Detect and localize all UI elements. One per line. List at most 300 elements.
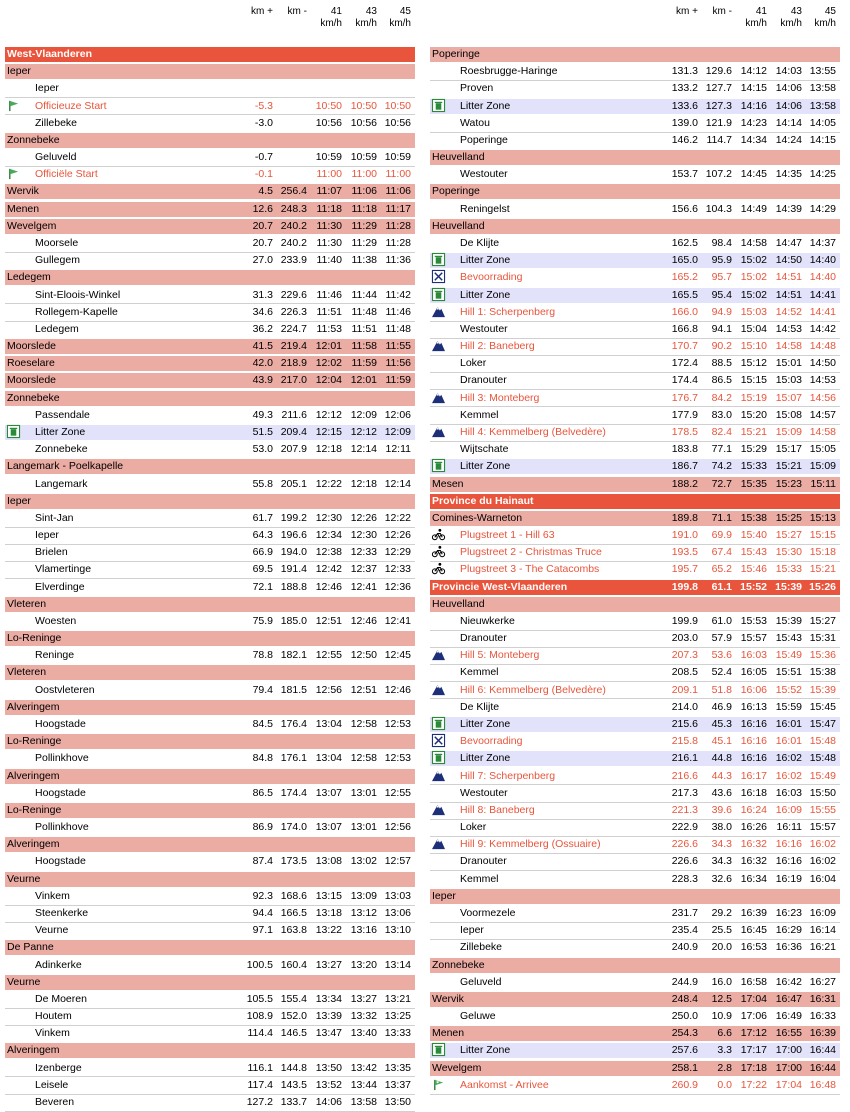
location-name: Zonnebeke <box>7 133 60 146</box>
group-row-zonnebeke <box>5 391 415 406</box>
litter-bin-icon <box>432 99 445 112</box>
km-minus-value: 163.8 <box>280 924 307 937</box>
t43-value: 12:50 <box>350 649 377 662</box>
t43-value: 17:00 <box>775 1061 802 1074</box>
header-km-minus: km - <box>287 6 307 17</box>
km-plus-value: 43.9 <box>252 374 273 387</box>
location-row-kemmel <box>430 408 840 423</box>
location-row-sint-eloois-winkel <box>5 288 415 303</box>
location-row-reningelst <box>430 202 840 217</box>
km-plus-value: 114.4 <box>247 1027 273 1040</box>
km-minus-value: 229.6 <box>280 288 307 301</box>
location-name: Izenberge <box>35 1061 82 1074</box>
t41-value: 12:46 <box>315 580 342 593</box>
location-name: Beveren <box>35 1095 75 1108</box>
t45-value: 15:21 <box>809 563 836 576</box>
km-minus-value: 88.5 <box>711 357 732 370</box>
location-row-hill-1-scherpenberg <box>430 305 840 320</box>
group-row-comines-warneton <box>430 511 840 526</box>
location-name: Wevelgem <box>432 1061 482 1074</box>
location-row-dranouter <box>430 373 840 388</box>
km-plus-value: 66.9 <box>252 546 273 559</box>
location-name: Hill 6: Kemmelberg (Belvedère) <box>460 683 606 696</box>
location-name: Menen <box>7 202 40 215</box>
location-name: Veurne <box>35 924 69 937</box>
t45-value: 16:27 <box>809 975 836 988</box>
t41-value: 11:18 <box>316 202 342 215</box>
t43-value: 14:35 <box>775 168 802 181</box>
location-row-vinkem <box>5 1026 415 1041</box>
location-row-elverdinge <box>5 580 415 595</box>
t41-value: 16:05 <box>740 666 767 679</box>
location-name: Litter Zone <box>460 460 511 473</box>
t43-value: 10:50 <box>350 99 377 112</box>
location-name: Sint-Eloois-Winkel <box>35 288 121 301</box>
t43-value: 15:39 <box>775 614 802 627</box>
km-minus-value: 38.0 <box>711 821 732 834</box>
location-name: Ieper <box>432 889 456 902</box>
t43-value: 15:08 <box>775 408 802 421</box>
t45-value: 13:33 <box>384 1027 411 1040</box>
km-plus-value: 217.3 <box>671 786 698 799</box>
location-row-leisele <box>5 1078 415 1093</box>
km-minus-value: 218.9 <box>280 357 307 370</box>
km-plus-value: 240.9 <box>671 941 698 954</box>
t43-value: 16:47 <box>775 992 802 1005</box>
t43-value: 14:39 <box>775 202 802 215</box>
location-name: Proven <box>460 82 494 95</box>
km-minus-value: 127.7 <box>705 82 732 95</box>
t45-value: 16:31 <box>809 992 836 1005</box>
t41-value: 17:17 <box>740 1044 767 1057</box>
location-row-de-moeren <box>5 992 415 1007</box>
location-name: Plugstreet 3 - The Catacombs <box>460 563 600 576</box>
group-row-menen <box>430 1026 840 1041</box>
hill-icon <box>432 683 445 696</box>
t43-value: 16:36 <box>775 941 802 954</box>
km-minus-value: 174.0 <box>280 821 307 834</box>
t43-value: 11:51 <box>351 322 377 335</box>
location-name: Westouter <box>460 168 508 181</box>
header-43kmh: 43 km/h <box>780 6 802 29</box>
location-row-hoogstade <box>5 717 415 732</box>
t41-value: 15:02 <box>740 271 767 284</box>
t45-value: 15:36 <box>809 649 836 662</box>
t41-value: 16:03 <box>740 649 767 662</box>
km-minus-value: 185.0 <box>280 614 307 627</box>
location-name: Hoogstade <box>35 718 86 731</box>
km-plus-value: 170.7 <box>671 340 698 353</box>
t41-value: 14:34 <box>740 133 767 146</box>
km-plus-value: 131.3 <box>671 65 698 78</box>
km-minus-value: 205.1 <box>280 477 307 490</box>
finish-flag-icon <box>432 1078 445 1091</box>
t43-value: 12:14 <box>350 443 377 456</box>
km-minus-value: 224.7 <box>280 322 307 335</box>
location-row-adinkerke <box>5 958 415 973</box>
t41-value: 11:51 <box>316 305 342 318</box>
location-name: Hoogstade <box>35 786 86 799</box>
km-minus-value: 29.2 <box>711 907 732 919</box>
km-plus-value: 97.1 <box>252 924 273 937</box>
location-row-dranouter <box>430 631 840 646</box>
location-row-hill-3-monteberg <box>430 391 840 406</box>
location-row-hill-4-kemmelberg-belvedere <box>430 425 840 440</box>
t45-value: 14:41 <box>809 305 836 318</box>
group-row-alveringem <box>5 769 415 784</box>
location-name: Heuvelland <box>432 219 485 232</box>
litter-bin-icon <box>7 425 20 438</box>
t45-value: 16:44 <box>809 1061 836 1074</box>
t43-value: 13:02 <box>350 855 377 868</box>
location-name: Dranouter <box>460 855 507 868</box>
t45-value: 13:58 <box>809 82 836 95</box>
t45-value: 13:10 <box>384 924 411 937</box>
t41-value: 10:50 <box>315 99 342 112</box>
km-plus-value: -5.3 <box>254 99 273 112</box>
location-name: De Klijte <box>460 700 500 713</box>
t45-value: 15:31 <box>809 632 836 645</box>
t43-value: 15:07 <box>775 391 802 404</box>
t41-value: 12:56 <box>315 683 342 696</box>
km-minus-value: 20.0 <box>711 941 732 954</box>
litter-zone-row-litter-zone <box>430 99 840 114</box>
km-plus-value: 165.0 <box>671 254 698 267</box>
km-plus-value: 226.6 <box>671 855 698 868</box>
t45-value: 15:09 <box>809 460 836 473</box>
t41-value: 11:53 <box>316 322 342 335</box>
t41-value: 13:15 <box>315 889 342 902</box>
t45-value: 14:29 <box>809 202 836 215</box>
group-row-menen <box>5 202 415 217</box>
t45-value: 12:09 <box>384 425 411 438</box>
km-plus-value: 105.5 <box>246 992 273 1005</box>
location-name: Veurne <box>7 975 41 988</box>
t41-value: 16:45 <box>740 924 767 937</box>
t45-value: 15:15 <box>809 529 836 542</box>
km-plus-value: 260.9 <box>671 1078 698 1091</box>
hill-icon <box>432 305 445 318</box>
km-plus-value: 215.6 <box>671 718 698 731</box>
t45-value: 16:21 <box>809 941 836 954</box>
t45-value: 14:50 <box>809 357 836 370</box>
t43-value: 15:25 <box>775 511 802 524</box>
t41-value: 15:15 <box>740 374 767 387</box>
group-row-alveringem <box>5 700 415 715</box>
t41-value: 14:06 <box>315 1095 342 1108</box>
hill-icon <box>432 425 445 438</box>
t43-value: 14:06 <box>775 99 802 112</box>
location-name: Leisele <box>35 1078 69 1091</box>
t45-value: 15:48 <box>809 752 836 765</box>
t43-value: 16:19 <box>775 872 802 885</box>
location-row-plugstreet-2-christmas-truce <box>430 545 840 560</box>
km-minus-value: 176.1 <box>280 752 307 765</box>
km-minus-value: 196.6 <box>280 529 307 542</box>
location-name: Hill 9: Kemmelberg (Ossuaire) <box>460 838 601 851</box>
km-minus-value: 52.4 <box>711 666 732 679</box>
km-minus-value: 143.5 <box>280 1078 307 1091</box>
t41-value: 13:27 <box>315 958 342 971</box>
province-row-provincie-west-vlaanderen <box>430 580 840 595</box>
location-row-beveren <box>5 1095 415 1110</box>
t43-value: 15:59 <box>775 700 802 713</box>
t45-value: 10:59 <box>384 151 411 164</box>
km-plus-value: 195.7 <box>671 563 698 576</box>
t43-value: 12:58 <box>350 752 377 765</box>
litter-zone-row-litter-zone <box>430 253 840 268</box>
t45-value: 16:44 <box>809 1044 836 1057</box>
t43-value: 11:18 <box>351 202 377 215</box>
km-plus-value: 153.7 <box>671 168 698 181</box>
location-row-voormezele <box>430 906 840 921</box>
km-minus-value: 207.9 <box>280 443 307 456</box>
t43-value: 14:53 <box>775 322 802 335</box>
t45-value: 14:53 <box>809 374 836 387</box>
location-row-pollinkhove <box>5 820 415 835</box>
location-name: Poperinge <box>432 48 480 60</box>
t41-value: 16:53 <box>740 941 767 954</box>
group-row-veurne <box>5 975 415 990</box>
km-minus-value: 65.2 <box>711 563 732 576</box>
km-minus-value: 46.9 <box>711 700 732 713</box>
province-row-province-du-hainaut <box>430 494 840 509</box>
t43-value: 13:27 <box>350 992 377 1005</box>
group-row-alveringem <box>5 1043 415 1058</box>
km-plus-value: 51.5 <box>252 425 273 438</box>
location-name: Poperinge <box>460 133 508 146</box>
route-column-right <box>430 0 840 1091</box>
km-plus-value: 176.7 <box>671 391 698 404</box>
t41-value: 12:51 <box>315 614 342 627</box>
t41-value: 16:17 <box>740 769 767 782</box>
location-name: Litter Zone <box>460 288 511 301</box>
location-name: Vleteren <box>7 666 47 679</box>
t45-value: 12:46 <box>384 683 411 696</box>
t41-value: 12:15 <box>315 425 342 438</box>
row-divider <box>430 1094 840 1095</box>
t45-value: 12:57 <box>384 855 411 868</box>
hill-icon <box>432 769 445 782</box>
t45-value: 11:56 <box>385 357 411 370</box>
t43-value: 16:42 <box>775 975 802 988</box>
location-name: Elverdinge <box>35 580 85 593</box>
location-row-hill-8-baneberg <box>430 803 840 818</box>
t45-value: 14:15 <box>809 133 836 146</box>
location-row-gullegem <box>5 253 415 268</box>
location-row-hill-5-monteberg <box>430 648 840 663</box>
km-plus-value: 162.5 <box>671 236 698 249</box>
location-name: Lo-Reninge <box>7 632 62 645</box>
location-name: Gullegem <box>35 254 80 267</box>
column-header <box>5 0 415 40</box>
km-minus-value: 84.2 <box>711 391 732 404</box>
km-minus-value: 174.4 <box>280 786 307 799</box>
location-row-zillebeke <box>5 116 415 131</box>
location-name: Oostvleteren <box>35 683 95 696</box>
t45-value: 11:59 <box>385 374 411 387</box>
location-row-ledegem <box>5 322 415 337</box>
t45-value: 16:02 <box>809 855 836 868</box>
location-name: Westouter <box>460 322 508 335</box>
t41-value: 10:56 <box>315 116 342 129</box>
t45-value: 14:58 <box>809 425 836 438</box>
location-row-kemmel <box>430 872 840 887</box>
location-row-kemmel <box>430 665 840 680</box>
t41-value: 13:07 <box>315 786 342 799</box>
t45-value: 13:37 <box>384 1078 411 1091</box>
location-row-moorsele <box>5 236 415 251</box>
location-name: Pollinkhove <box>35 752 89 765</box>
t43-value: 11:06 <box>351 185 377 198</box>
group-row-zonnebeke <box>5 133 415 148</box>
t41-value: 13:08 <box>315 855 342 868</box>
location-name: Vleteren <box>7 597 47 610</box>
location-row-de-klijte <box>430 236 840 251</box>
t41-value: 15:40 <box>740 529 767 542</box>
location-name: Rollegem-Kapelle <box>35 305 118 318</box>
t43-value: 14:03 <box>775 65 802 78</box>
location-row-vinkem <box>5 889 415 904</box>
km-plus-value: 215.8 <box>671 735 698 748</box>
km-minus-value: 3.3 <box>717 1044 732 1057</box>
t41-value: 11:40 <box>316 254 342 267</box>
t45-value: 15:39 <box>809 683 836 696</box>
t43-value: 13:01 <box>350 821 377 834</box>
t41-value: 11:07 <box>316 185 342 198</box>
km-plus-value: 156.6 <box>671 202 698 215</box>
location-row-ieper <box>430 923 840 938</box>
t45-value: 15:50 <box>809 786 836 799</box>
location-name: Dranouter <box>460 632 507 645</box>
t43-value: 14:24 <box>775 133 802 146</box>
location-row-geluwe <box>430 1009 840 1024</box>
t43-value: 12:26 <box>350 511 377 524</box>
location-name: Heuvelland <box>432 597 485 610</box>
location-name: Brielen <box>35 546 68 559</box>
t41-value: 17:18 <box>740 1061 767 1074</box>
t43-value: 15:01 <box>775 357 802 370</box>
location-name: Geluveld <box>460 975 502 988</box>
t43-value: 16:29 <box>775 924 802 937</box>
t43-value: 12:18 <box>350 477 377 490</box>
t43-value: 15:51 <box>775 666 802 679</box>
km-minus-value: 86.5 <box>711 374 732 387</box>
t43-value: 16:02 <box>775 752 802 765</box>
t45-value: 15:47 <box>809 718 836 731</box>
t41-value: 13:34 <box>315 992 342 1005</box>
km-minus-value: 107.2 <box>705 168 732 181</box>
location-row-roesbrugge-haringe <box>430 64 840 79</box>
location-name: Loker <box>460 357 487 370</box>
group-row-ledegem <box>5 270 415 285</box>
group-row-lo-reninge <box>5 734 415 749</box>
t45-value: 12:22 <box>384 511 411 524</box>
t43-value: 14:47 <box>775 236 802 249</box>
t41-value: 14:16 <box>740 99 767 112</box>
km-minus-value: 166.5 <box>280 907 307 919</box>
location-row-officiele-start <box>5 167 415 182</box>
t43-value: 14:58 <box>775 340 802 353</box>
t41-value: 13:18 <box>315 907 342 919</box>
t43-value: 15:03 <box>775 374 802 387</box>
t45-value: 15:55 <box>809 803 836 816</box>
t43-value: 12:46 <box>350 614 377 627</box>
group-row-zonnebeke <box>430 958 840 973</box>
km-plus-value: 64.3 <box>252 529 273 542</box>
t41-value: 14:12 <box>740 65 767 78</box>
header-41kmh: 41 km/h <box>745 6 767 29</box>
location-row-westouter <box>430 786 840 801</box>
km-minus-value: 95.9 <box>711 254 732 267</box>
t45-value: 12:53 <box>384 752 411 765</box>
location-name: Bevoorrading <box>460 735 523 748</box>
t41-value: 15:29 <box>740 443 767 456</box>
t43-value: 13:20 <box>350 958 377 971</box>
km-plus-value: -0.1 <box>254 168 273 181</box>
t41-value: 16:24 <box>740 803 767 816</box>
location-name: Sint-Jan <box>35 511 74 524</box>
t45-value: 11:06 <box>385 185 411 198</box>
km-plus-value: 12.6 <box>252 202 273 215</box>
km-plus-value: 166.8 <box>671 322 698 335</box>
t45-value: 12:41 <box>384 614 411 627</box>
location-row-westouter <box>430 167 840 182</box>
litter-zone-row-litter-zone <box>430 717 840 732</box>
t43-value: 15:17 <box>775 443 802 456</box>
t43-value: 15:43 <box>775 632 802 645</box>
t45-value: 13:14 <box>384 958 411 971</box>
t45-value: 15:13 <box>809 511 836 524</box>
km-plus-value: 49.3 <box>252 408 273 421</box>
t41-value: 12:04 <box>315 374 342 387</box>
cyclist-icon <box>432 562 445 575</box>
km-plus-value: 166.0 <box>671 305 698 318</box>
location-name: Poperinge <box>432 185 480 198</box>
location-row-rollegem-kapelle <box>5 305 415 320</box>
t41-value: 12:34 <box>315 529 342 542</box>
location-name: Hill 3: Monteberg <box>460 391 540 404</box>
location-row-ieper <box>5 528 415 543</box>
km-minus-value: 256.4 <box>280 185 307 198</box>
km-minus-value: 45.3 <box>711 718 732 731</box>
location-name: Zonnebeke <box>35 443 88 456</box>
location-row-izenberge <box>5 1061 415 1076</box>
km-plus-value: 178.5 <box>671 425 698 438</box>
location-name: Kemmel <box>460 408 499 421</box>
t45-value: 12:06 <box>384 408 411 421</box>
t45-value: 16:33 <box>809 1010 836 1023</box>
km-minus-value: 199.2 <box>280 511 307 524</box>
km-plus-value: 177.9 <box>671 408 698 421</box>
location-row-hill-6-kemmelberg-belvedere <box>430 683 840 698</box>
km-plus-value: 133.6 <box>671 99 698 112</box>
t41-value: 17:04 <box>740 992 767 1005</box>
location-name: Pollinkhove <box>35 821 89 834</box>
location-name: Aankomst - Arrivee <box>460 1078 549 1091</box>
location-row-plugstreet-1-hill-63 <box>430 528 840 543</box>
t41-value: 16:13 <box>740 700 767 713</box>
t41-value: 15:33 <box>740 460 767 473</box>
t41-value: 16:16 <box>740 752 767 765</box>
t45-value: 15:05 <box>809 443 836 456</box>
km-plus-value: 226.6 <box>671 838 698 851</box>
t45-value: 13:03 <box>384 889 411 902</box>
cyclist-icon <box>432 528 445 541</box>
t43-value: 14:52 <box>775 305 802 318</box>
t45-value: 12:53 <box>384 718 411 731</box>
location-row-zonnebeke <box>5 442 415 457</box>
